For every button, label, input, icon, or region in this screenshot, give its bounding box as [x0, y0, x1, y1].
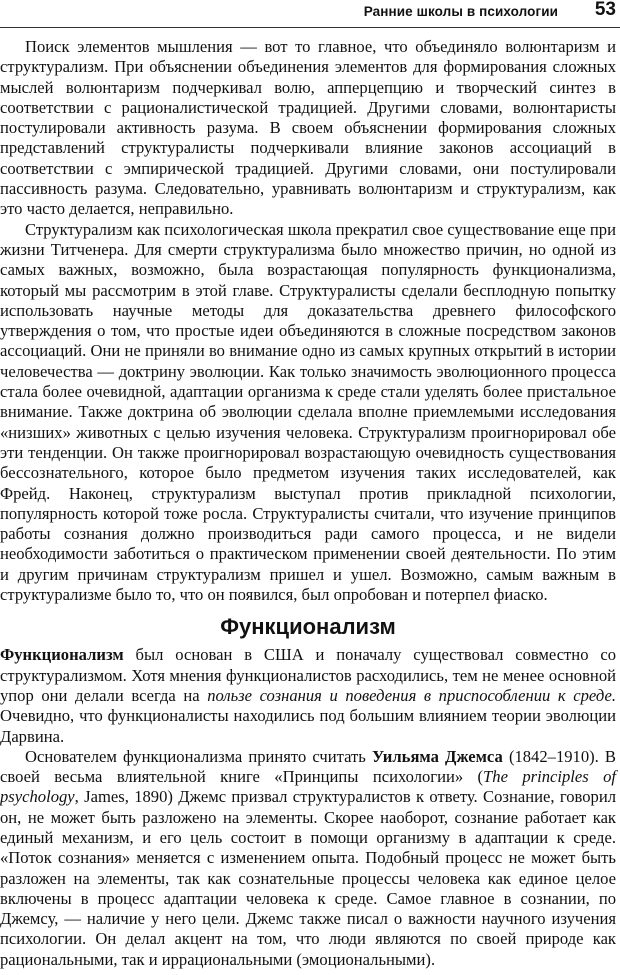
- page-number: 53: [594, 0, 616, 20]
- text-span: , James, 1890) Джемс призвал структуралистов к ответу. Сознание, говорил он, не может быть разложено на элементы. Скорее наоборот, сознание работает как единый механизм, и его цель состоит в помощи организму в адаптации к среде. «Поток сознания» меняется с изменением опыта. Подобный процесс не может быть разложен на элементы, так как сознательные процессы человека как единое целое включены в процесс адаптации человека к среде. Самое главное в сознании, по Джемсу, — наличие у него цели. Джемс также писал о важности научного изучения психологии. Он делал акцент на том, что люди являются по своей природе как рациональными, так и иррациональными (эмоциональными).: [0, 787, 616, 969]
- emphasis-adaptation: пользе сознания и поведения в приспособлении к среде.: [207, 685, 616, 705]
- header-rule: [0, 27, 620, 28]
- paragraph-functionalism-intro: [0, 645, 616, 746]
- page-body: [0, 37, 616, 970]
- text-span: был основан в США и поначалу существовал совместно со структурализмом. Хотя мнения функционалистов расходились, тем не менее основной упор они делали всегда на: [0, 645, 616, 705]
- paragraph-structuralism-decline: Структурализм как психологическая школа прекратил свое существование еще при жизни Титченера. Для смерти структурализма было множество причин, но одной из самых важных, возможно, была возрастающая популярность функционализма, который мы рассмотрим в этой главе. Структуралисты сделали бесплодную попытку использовать научные методы для доказательства древнего философского утверждения о том, что простые идеи объединяются в сложные посредством законов ассоциаций. Они не приняли во внимание одно из самых крупных открытий в истории человечества — доктрину эволюции. Как только значимость эволюционного процесса стала более очевидной, адаптации организма к среде стали уделять более пристальное внимание. Также доктрина об эволюции сделала вполне приемлемыми исследования «низших» животных с целью изучения человека. Структурализм проигнорировал обе эти тенденции. Он также проигнорировал возрастающую очевидность существования бессознательного, которое было предметом изучения таких исследователей, как Фрейд. Наконец, структурализм выступал против прикладной психологии, популярность которой тоже росла. Структуралисты считали, что изучение принципов работы сознания должно производиться ради самого процесса, и не видели необходимости заботиться о практическом применении своей деятельности. По этим и другим причинам структурализм пришел и ушел. Возможно, самым важным в структурализме было то, что он появился, был опробован и потерпел фиаско.: [0, 219, 616, 605]
- term-functionalism: Функционализм: [0, 645, 124, 665]
- page-header: [0, 0, 620, 32]
- paragraph-william-james: [0, 747, 616, 970]
- section-heading: Функционализм: [220, 614, 396, 640]
- book-title: The principles of psychology: [0, 767, 616, 807]
- text-span: Очевидно, что функционалисты находились под большим влиянием теории эволюции Дарвина.: [0, 706, 616, 746]
- text-span: Основателем функционализма принято считать: [25, 746, 372, 766]
- name-william-james: Уильяма Джемса: [371, 746, 503, 766]
- paragraph-volunt-structural: Поиск элементов мышления — вот то главное, что объединяло волюнтаризм и структурализм. При объяснении объединения элементов для формирования сложных мыслей волюнтаризм подчеркивал волю, апперцепцию и творческий синтез в соответствии с рационалистической традицией. Другими словами, волюнтаристы постулировали активность разума. В своем объяснении формирования сложных представлений структуралисты подчеркивали влияние законов ассоциаций в соответствии с эмпирической традицией. Другими словами, они постулировали пассивность разума. Следовательно, уравнивать волюнтаризм и структурализм, как это часто делается, неправильно.: [0, 37, 616, 219]
- running-title: Ранние школы в психологии: [363, 4, 558, 19]
- text-span: (1842–1910). В своей весьма влиятельной книге «Принципы психологии» (: [0, 746, 617, 787]
